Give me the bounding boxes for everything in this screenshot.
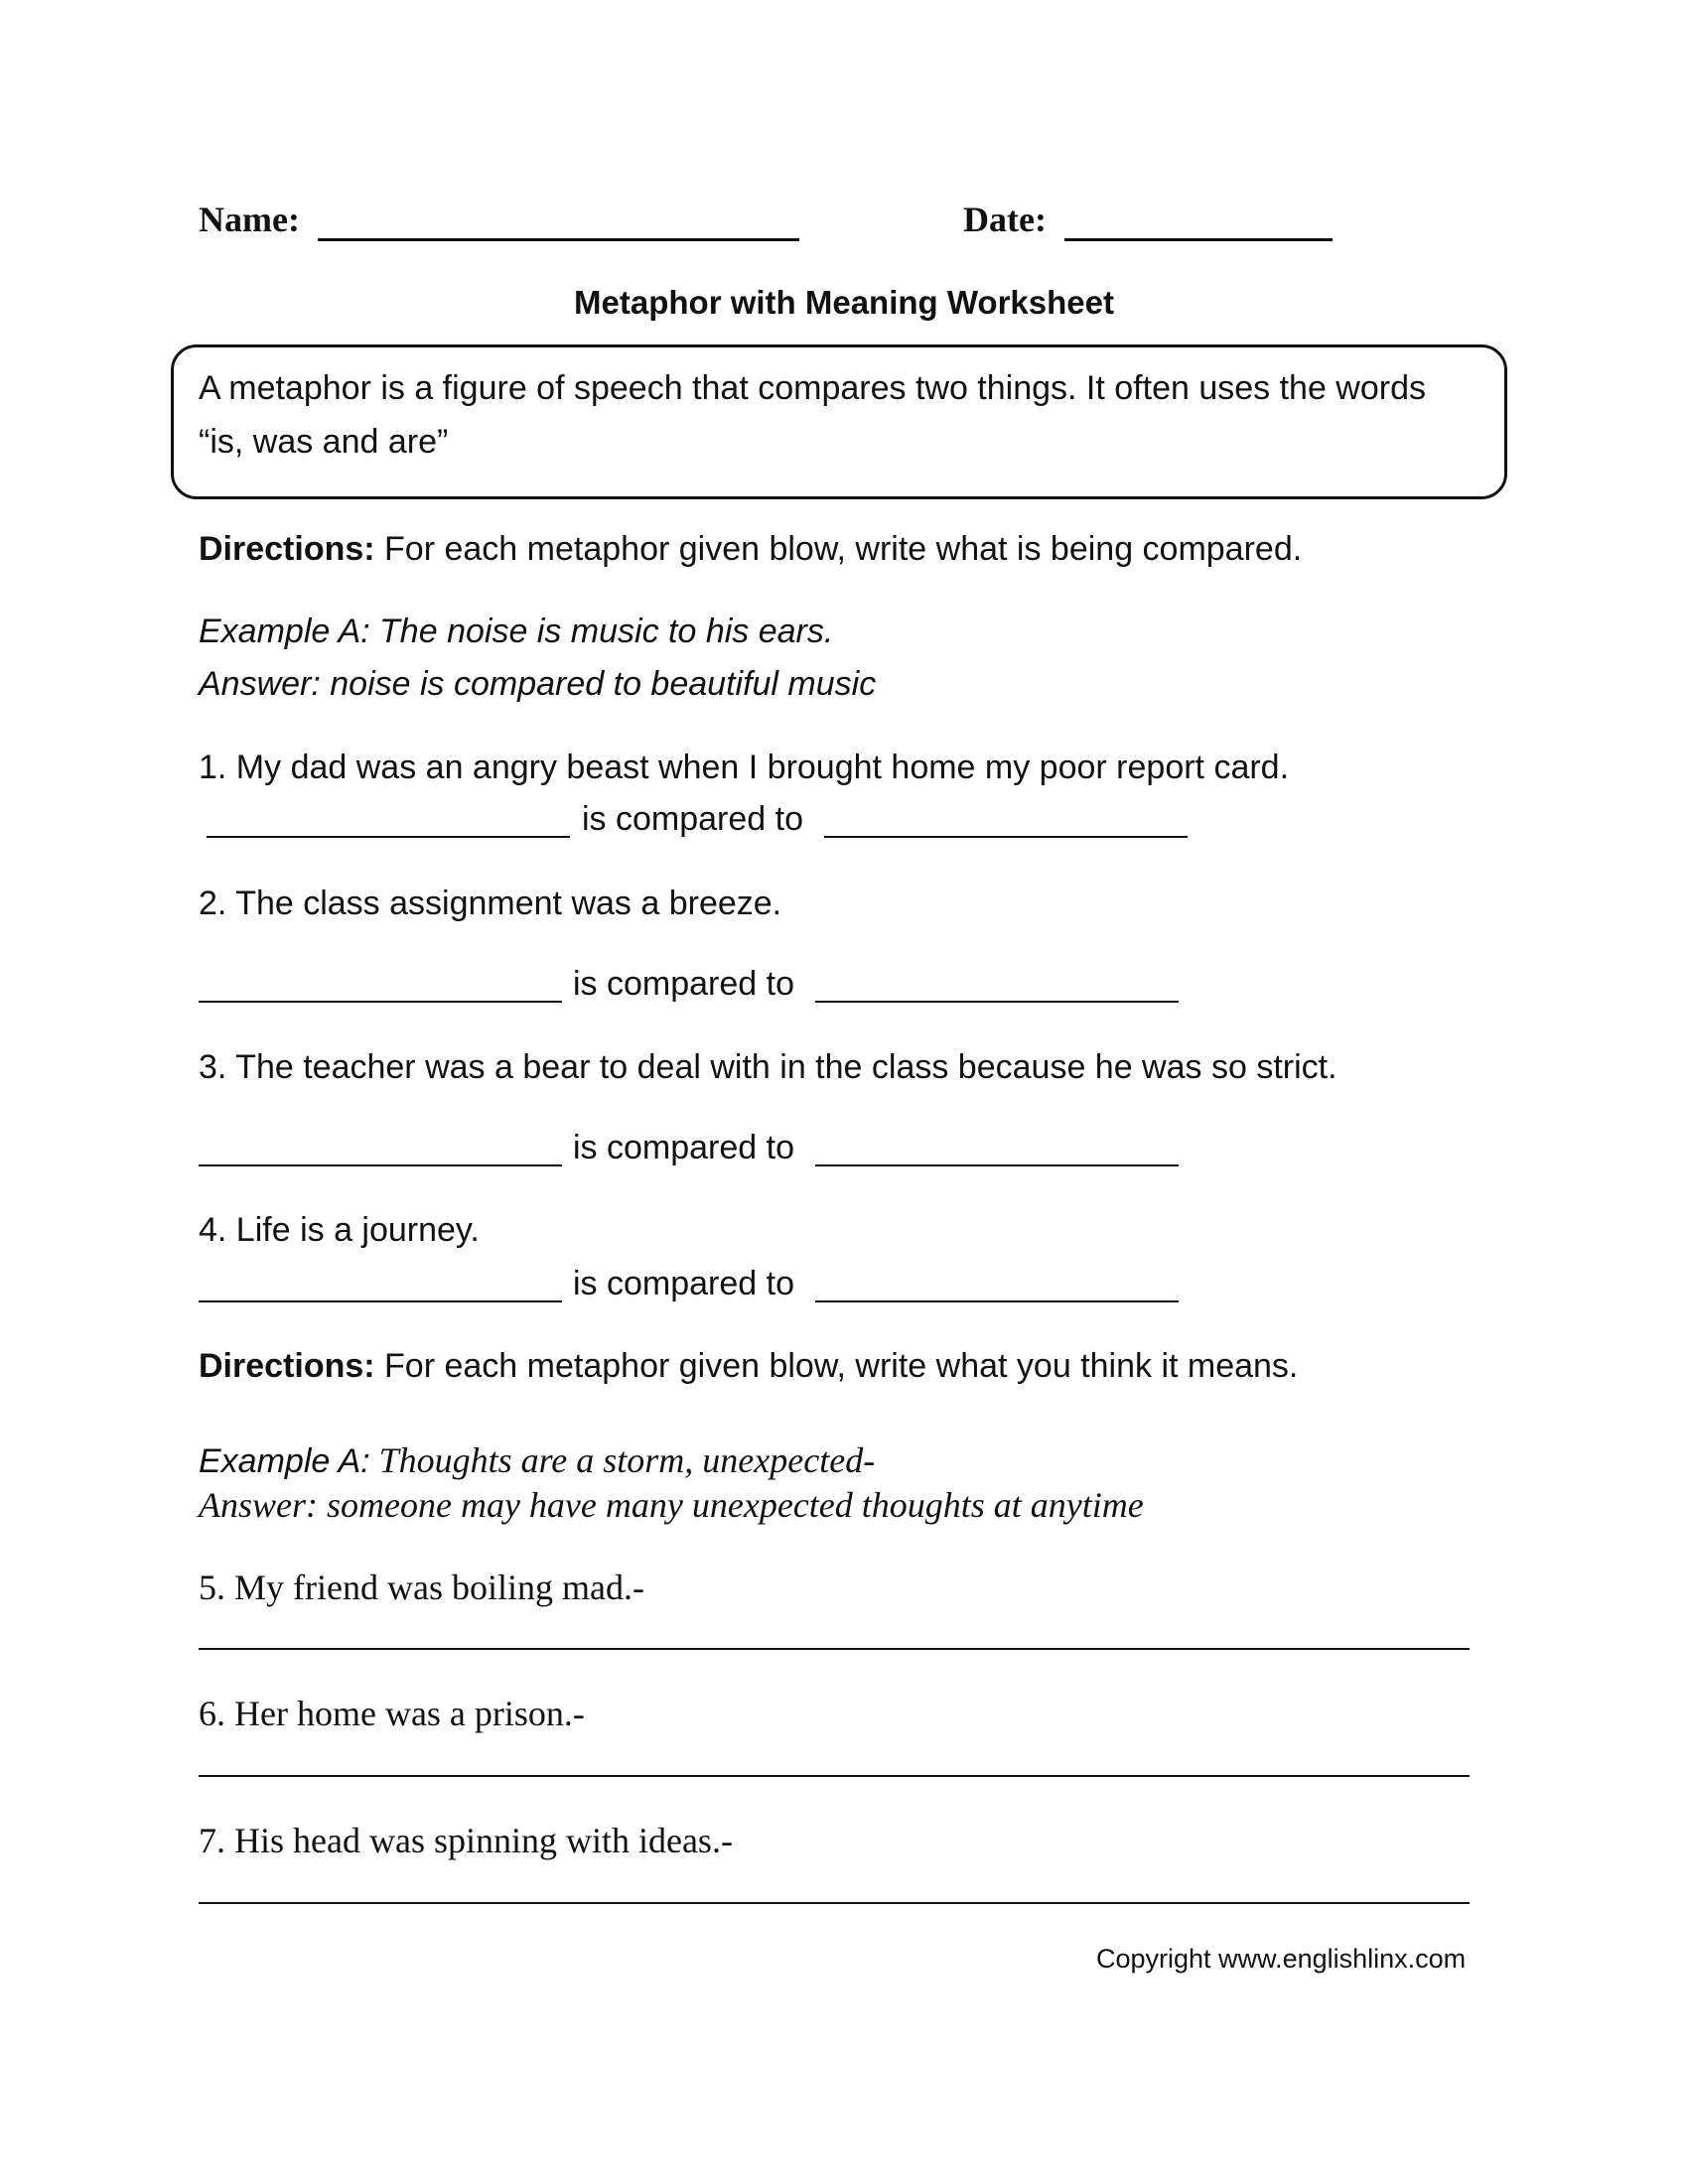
item-5-answer-line[interactable] — [199, 1648, 1470, 1650]
directions-1-label: Directions: — [199, 530, 375, 568]
example-2-label: Example A: — [199, 1442, 370, 1480]
date-label: Date: — [963, 200, 1047, 239]
item-7-answer-line[interactable] — [199, 1902, 1470, 1904]
copyright-text: Copyright www.englishlinx.com — [1096, 1944, 1467, 1974]
item-1-blank-b[interactable] — [824, 836, 1188, 838]
example-2-text: Thoughts are a storm, unexpected- — [369, 1440, 876, 1480]
answer-2: Answer: someone may have many unexpected thoughts at anytime — [199, 1485, 1144, 1525]
name-input-line[interactable] — [318, 238, 799, 241]
directions-1 — [199, 530, 1302, 569]
answer-1: Answer: noise is compared to beautiful music — [199, 665, 877, 703]
item-3-blank-a[interactable] — [199, 1164, 562, 1166]
example-2 — [199, 1439, 875, 1481]
item-2-blank-b[interactable] — [815, 1001, 1179, 1003]
directions-1-text: For each metaphor given blow, write what is being compared. — [374, 530, 1303, 568]
item-4-compared: is compared to — [573, 1265, 794, 1302]
definition-text: A metaphor is a figure of speech that compares two things. It often uses the words “is, was and are” — [199, 369, 1427, 461]
directions-2-label: Directions: — [199, 1347, 375, 1385]
directions-2-text: For each metaphor given blow, write what you think it means. — [374, 1347, 1299, 1385]
item-6: 6. Her home was a prison.- — [199, 1694, 585, 1733]
item-1-blank-a[interactable] — [207, 836, 570, 838]
item-2: 2. The class assignment was a breeze. — [199, 885, 782, 922]
item-4-blank-a[interactable] — [199, 1300, 562, 1302]
name-label: Name: — [199, 200, 300, 239]
date-input-line[interactable] — [1064, 238, 1333, 241]
example-1: Example A: The noise is music to his ears. — [199, 613, 834, 650]
item-1-compared: is compared to — [582, 800, 803, 838]
item-7: 7. His head was spinning with ideas.- — [199, 1821, 733, 1860]
item-3-compared: is compared to — [573, 1129, 794, 1166]
item-4-blank-b[interactable] — [815, 1300, 1179, 1302]
item-2-blank-a[interactable] — [199, 1001, 562, 1003]
item-6-answer-line[interactable] — [199, 1775, 1470, 1777]
item-2-compared: is compared to — [573, 965, 794, 1003]
directions-2 — [199, 1347, 1298, 1386]
item-1: 1. My dad was an angry beast when I brought home my poor report card. — [199, 749, 1290, 786]
worksheet-title: Metaphor with Meaning Worksheet — [574, 284, 1114, 321]
item-4: 4. Life is a journey. — [199, 1211, 480, 1249]
item-3-blank-b[interactable] — [815, 1164, 1179, 1166]
item-5: 5. My friend was boiling mad.- — [199, 1568, 644, 1607]
item-3: 3. The teacher was a bear to deal with in the class because he was so strict. — [199, 1048, 1337, 1086]
